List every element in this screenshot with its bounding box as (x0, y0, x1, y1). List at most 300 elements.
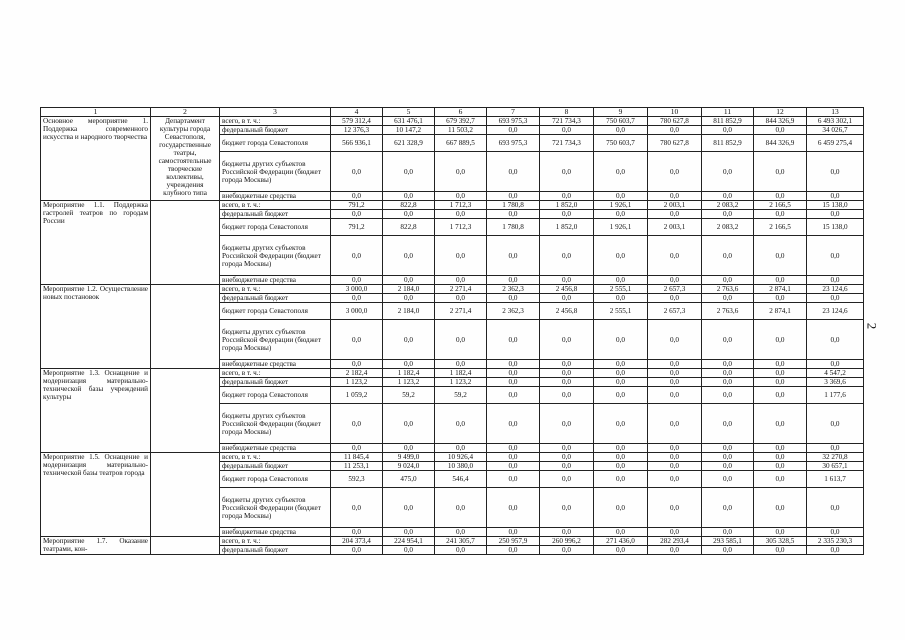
amount-cell: 0,0 (487, 453, 540, 462)
amount-cell: 0,0 (383, 404, 435, 444)
amount-cell: 2 874,1 (754, 303, 807, 320)
amount-cell: 0,0 (754, 320, 807, 360)
amount-cell: 822,8 (383, 219, 435, 236)
amount-cell: 0,0 (487, 192, 540, 201)
funding-source: бюджеты других субъектов Российской Федерации (бюджет города Москвы) (220, 152, 331, 192)
amount-cell: 0,0 (648, 387, 702, 404)
amount-cell: 1 852,0 (540, 219, 594, 236)
amount-cell: 2 271,4 (435, 303, 487, 320)
funding-source: федеральный бюджет (220, 546, 331, 555)
amount-cell: 11 845,4 (331, 453, 383, 462)
amount-cell: 0,0 (754, 444, 807, 453)
amount-cell: 0,0 (807, 210, 864, 219)
amount-cell: 0,0 (754, 528, 807, 537)
amount-cell: 811 852,9 (702, 135, 754, 152)
amount-cell: 0,0 (487, 294, 540, 303)
amount-cell: 0,0 (702, 453, 754, 462)
amount-cell: 0,0 (594, 404, 648, 444)
amount-cell: 32 270,8 (807, 453, 864, 462)
funding-source: бюджет города Севастополя (220, 135, 331, 152)
responsible-department (151, 453, 220, 537)
amount-cell: 1 780,8 (487, 201, 540, 210)
amount-cell: 0,0 (702, 444, 754, 453)
amount-cell: 0,0 (487, 276, 540, 285)
amount-cell: 0,0 (754, 462, 807, 471)
amount-cell: 2 184,0 (383, 303, 435, 320)
amount-cell: 780 627,8 (648, 135, 702, 152)
funding-source: бюджет города Севастополя (220, 387, 331, 404)
amount-cell: 0,0 (807, 404, 864, 444)
amount-cell: 0,0 (331, 236, 383, 276)
activity-title: Мероприятие 1.5. Оснащение и модернизация материально-технической базы театров города (41, 453, 151, 537)
amount-cell: 2 657,3 (648, 303, 702, 320)
amount-cell: 0,0 (807, 276, 864, 285)
table-row (41, 369, 864, 378)
amount-cell: 2 874,1 (754, 285, 807, 294)
amount-cell: 750 603,7 (594, 117, 648, 126)
funding-source: всего, в т. ч.: (220, 369, 331, 378)
amount-cell: 0,0 (754, 236, 807, 276)
amount-cell: 260 996,2 (540, 537, 594, 546)
funding-source: всего, в т. ч.: (220, 285, 331, 294)
amount-cell: 0,0 (594, 192, 648, 201)
amount-cell: 0,0 (487, 404, 540, 444)
amount-cell: 0,0 (383, 236, 435, 276)
funding-source: бюджет города Севастополя (220, 303, 331, 320)
amount-cell: 2 657,3 (648, 285, 702, 294)
activity-title: Мероприятие 1.3. Оснащение и модернизация материально-технической базы учреждений культуры (41, 369, 151, 453)
amount-cell: 0,0 (487, 369, 540, 378)
budget-table (40, 107, 864, 555)
responsible-department (151, 201, 220, 285)
amount-cell: 0,0 (648, 471, 702, 488)
amount-cell: 631 476,1 (383, 117, 435, 126)
amount-cell: 204 373,4 (331, 537, 383, 546)
funding-source: бюджет города Севастополя (220, 471, 331, 488)
amount-cell: 693 975,3 (487, 117, 540, 126)
amount-cell: 0,0 (702, 360, 754, 369)
amount-cell: 0,0 (540, 126, 594, 135)
amount-cell: 282 293,4 (648, 537, 702, 546)
funding-source: бюджеты других субъектов Российской Федерации (бюджет города Москвы) (220, 404, 331, 444)
amount-cell: 34 026,7 (807, 126, 864, 135)
amount-cell: 4 547,2 (807, 369, 864, 378)
amount-cell: 0,0 (807, 320, 864, 360)
amount-cell: 0,0 (594, 320, 648, 360)
amount-cell: 2 083,2 (702, 219, 754, 236)
funding-source: федеральный бюджет (220, 126, 331, 135)
amount-cell: 0,0 (540, 471, 594, 488)
amount-cell: 0,0 (435, 210, 487, 219)
responsible-department (151, 369, 220, 453)
amount-cell: 791,2 (331, 201, 383, 210)
amount-cell: 0,0 (487, 387, 540, 404)
amount-cell: 0,0 (435, 276, 487, 285)
amount-cell: 0,0 (594, 462, 648, 471)
amount-cell: 0,0 (648, 360, 702, 369)
amount-cell: 0,0 (594, 276, 648, 285)
amount-cell: 2 271,4 (435, 285, 487, 294)
funding-source: федеральный бюджет (220, 378, 331, 387)
amount-cell: 0,0 (702, 404, 754, 444)
amount-cell: 0,0 (754, 360, 807, 369)
amount-cell: 1 177,6 (807, 387, 864, 404)
funding-source: всего, в т. ч.: (220, 117, 331, 126)
amount-cell: 0,0 (807, 528, 864, 537)
amount-cell: 224 954,1 (383, 537, 435, 546)
amount-cell: 2 166,5 (754, 201, 807, 210)
amount-cell: 23 124,6 (807, 285, 864, 294)
amount-cell: 0,0 (702, 276, 754, 285)
amount-cell: 0,0 (331, 276, 383, 285)
amount-cell: 0,0 (331, 528, 383, 537)
amount-cell: 0,0 (383, 320, 435, 360)
amount-cell: 0,0 (331, 320, 383, 360)
amount-cell: 0,0 (594, 236, 648, 276)
amount-cell: 0,0 (648, 444, 702, 453)
amount-cell: 1 613,7 (807, 471, 864, 488)
amount-cell: 0,0 (702, 320, 754, 360)
amount-cell: 0,0 (702, 210, 754, 219)
amount-cell: 0,0 (540, 192, 594, 201)
amount-cell: 0,0 (540, 462, 594, 471)
amount-cell: 679 392,7 (435, 117, 487, 126)
amount-cell: 0,0 (540, 276, 594, 285)
amount-cell: 0,0 (331, 404, 383, 444)
amount-cell: 1 926,1 (594, 201, 648, 210)
amount-cell: 0,0 (487, 210, 540, 219)
amount-cell: 0,0 (648, 488, 702, 528)
funding-source: всего, в т. ч.: (220, 453, 331, 462)
amount-cell: 0,0 (383, 528, 435, 537)
amount-cell: 1 123,2 (383, 378, 435, 387)
amount-cell: 0,0 (648, 528, 702, 537)
funding-source: всего, в т. ч.: (220, 201, 331, 210)
amount-cell: 0,0 (435, 546, 487, 555)
amount-cell: 0,0 (487, 471, 540, 488)
amount-cell: 0,0 (435, 152, 487, 192)
amount-cell: 2 763,6 (702, 285, 754, 294)
amount-cell: 0,0 (754, 387, 807, 404)
amount-cell: 822,8 (383, 201, 435, 210)
funding-source: бюджеты других субъектов Российской Федерации (бюджет города Москвы) (220, 320, 331, 360)
amount-cell: 1 182,4 (383, 369, 435, 378)
amount-cell: 0,0 (594, 546, 648, 555)
amount-cell: 1 712,3 (435, 201, 487, 210)
amount-cell: 0,0 (594, 471, 648, 488)
amount-cell: 305 328,5 (754, 537, 807, 546)
amount-cell: 0,0 (383, 546, 435, 555)
amount-cell: 0,0 (540, 320, 594, 360)
amount-cell: 0,0 (540, 404, 594, 444)
activity-title: Мероприятие 1.2. Осуществление новых постановок (41, 285, 151, 369)
funding-source: бюджет города Севастополя (220, 219, 331, 236)
amount-cell: 0,0 (754, 546, 807, 555)
amount-cell: 2 003,1 (648, 219, 702, 236)
amount-cell: 0,0 (754, 488, 807, 528)
amount-cell: 0,0 (702, 387, 754, 404)
amount-cell: 0,0 (754, 294, 807, 303)
amount-cell: 0,0 (487, 320, 540, 360)
amount-cell: 844 326,9 (754, 117, 807, 126)
amount-cell: 0,0 (594, 360, 648, 369)
amount-cell: 0,0 (383, 488, 435, 528)
responsible-department (151, 285, 220, 369)
amount-cell: 0,0 (435, 488, 487, 528)
amount-cell: 0,0 (754, 369, 807, 378)
funding-source: внебюджетные средства (220, 276, 331, 285)
column-header: 2 (151, 108, 220, 117)
amount-cell: 15 138,0 (807, 219, 864, 236)
amount-cell: 0,0 (594, 210, 648, 219)
column-header: 3 (220, 108, 331, 117)
table-row (41, 537, 864, 546)
amount-cell: 1 059,2 (331, 387, 383, 404)
amount-cell: 10 926,4 (435, 453, 487, 462)
activity-title: Мероприятие 1.1. Поддержка гастролей театров по городам России (41, 201, 151, 285)
amount-cell: 0,0 (383, 294, 435, 303)
amount-cell: 0,0 (540, 488, 594, 528)
amount-cell: 0,0 (807, 444, 864, 453)
amount-cell: 10 380,0 (435, 462, 487, 471)
amount-cell: 0,0 (648, 369, 702, 378)
table-row (41, 117, 864, 126)
funding-source: федеральный бюджет (220, 210, 331, 219)
amount-cell: 0,0 (648, 126, 702, 135)
amount-cell: 30 657,1 (807, 462, 864, 471)
amount-cell: 0,0 (331, 294, 383, 303)
amount-cell: 1 123,2 (435, 378, 487, 387)
amount-cell: 0,0 (702, 192, 754, 201)
amount-cell: 241 305,7 (435, 537, 487, 546)
column-header: 12 (754, 108, 807, 117)
amount-cell: 250 957,9 (487, 537, 540, 546)
amount-cell: 0,0 (648, 320, 702, 360)
amount-cell: 0,0 (435, 444, 487, 453)
amount-cell: 11 503,2 (435, 126, 487, 135)
column-header: 1 (41, 108, 151, 117)
amount-cell: 0,0 (754, 471, 807, 488)
amount-cell: 0,0 (594, 528, 648, 537)
amount-cell: 2 362,3 (487, 285, 540, 294)
amount-cell: 2 763,6 (702, 303, 754, 320)
amount-cell: 791,2 (331, 219, 383, 236)
amount-cell: 0,0 (435, 320, 487, 360)
amount-cell: 0,0 (487, 444, 540, 453)
column-header: 7 (487, 108, 540, 117)
funding-source: внебюджетные средства (220, 360, 331, 369)
amount-cell: 2 555,1 (594, 303, 648, 320)
amount-cell: 11 253,1 (331, 462, 383, 471)
amount-cell: 2 003,1 (648, 201, 702, 210)
amount-cell: 0,0 (331, 444, 383, 453)
amount-cell: 0,0 (383, 210, 435, 219)
amount-cell: 2 335 230,3 (807, 537, 864, 546)
amount-cell: 721 734,3 (540, 135, 594, 152)
amount-cell: 2 456,8 (540, 303, 594, 320)
amount-cell: 0,0 (702, 488, 754, 528)
amount-cell: 0,0 (487, 360, 540, 369)
amount-cell: 6 493 302,1 (807, 117, 864, 126)
amount-cell: 0,0 (594, 444, 648, 453)
amount-cell: 0,0 (648, 462, 702, 471)
amount-cell: 0,0 (487, 462, 540, 471)
amount-cell: 546,4 (435, 471, 487, 488)
amount-cell: 0,0 (807, 488, 864, 528)
amount-cell: 0,0 (754, 404, 807, 444)
amount-cell: 0,0 (702, 378, 754, 387)
amount-cell: 0,0 (540, 453, 594, 462)
amount-cell: 0,0 (487, 378, 540, 387)
funding-source: бюджеты других субъектов Российской Федерации (бюджет города Москвы) (220, 488, 331, 528)
funding-source: всего, в т. ч.: (220, 537, 331, 546)
amount-cell: 0,0 (807, 360, 864, 369)
amount-cell: 0,0 (487, 152, 540, 192)
amount-cell: 0,0 (648, 546, 702, 555)
amount-cell: 2 362,3 (487, 303, 540, 320)
amount-cell: 0,0 (383, 152, 435, 192)
funding-source: федеральный бюджет (220, 462, 331, 471)
amount-cell: 0,0 (540, 369, 594, 378)
amount-cell: 1 182,4 (435, 369, 487, 378)
amount-cell: 0,0 (807, 152, 864, 192)
amount-cell: 0,0 (702, 152, 754, 192)
amount-cell: 9 024,0 (383, 462, 435, 471)
amount-cell: 1 123,2 (331, 378, 383, 387)
amount-cell: 0,0 (383, 444, 435, 453)
amount-cell: 0,0 (754, 453, 807, 462)
amount-cell: 0,0 (331, 210, 383, 219)
header-row (41, 108, 864, 117)
column-header: 11 (702, 108, 754, 117)
amount-cell: 0,0 (702, 126, 754, 135)
amount-cell: 2 083,2 (702, 201, 754, 210)
amount-cell: 59,2 (435, 387, 487, 404)
amount-cell: 0,0 (702, 236, 754, 276)
amount-cell: 844 326,9 (754, 135, 807, 152)
table-row (41, 285, 864, 294)
amount-cell: 579 312,4 (331, 117, 383, 126)
amount-cell: 1 926,1 (594, 219, 648, 236)
funding-source: внебюджетные средства (220, 528, 331, 537)
amount-cell: 0,0 (648, 210, 702, 219)
amount-cell: 811 852,9 (702, 117, 754, 126)
amount-cell: 10 147,2 (383, 126, 435, 135)
amount-cell: 1 852,0 (540, 201, 594, 210)
amount-cell: 0,0 (540, 528, 594, 537)
amount-cell: 271 436,0 (594, 537, 648, 546)
amount-cell: 667 889,5 (435, 135, 487, 152)
amount-cell: 2 456,8 (540, 285, 594, 294)
page-number: 2 (864, 322, 880, 330)
column-header: 6 (435, 108, 487, 117)
amount-cell: 0,0 (487, 488, 540, 528)
column-header: 9 (594, 108, 648, 117)
amount-cell: 0,0 (594, 369, 648, 378)
amount-cell: 0,0 (754, 192, 807, 201)
amount-cell: 0,0 (702, 528, 754, 537)
amount-cell: 0,0 (435, 404, 487, 444)
amount-cell: 23 124,6 (807, 303, 864, 320)
amount-cell: 0,0 (540, 294, 594, 303)
amount-cell: 3 369,6 (807, 378, 864, 387)
amount-cell: 621 328,9 (383, 135, 435, 152)
amount-cell: 0,0 (435, 236, 487, 276)
amount-cell: 0,0 (754, 378, 807, 387)
amount-cell: 2 182,4 (331, 369, 383, 378)
funding-source: внебюджетные средства (220, 192, 331, 201)
amount-cell: 0,0 (702, 471, 754, 488)
column-header: 13 (807, 108, 864, 117)
column-header: 8 (540, 108, 594, 117)
activity-title: Мероприятие 1.7. Оказание театрами, кон- (41, 537, 151, 555)
responsible-department (151, 537, 220, 555)
amount-cell: 750 603,7 (594, 135, 648, 152)
amount-cell: 0,0 (383, 276, 435, 285)
amount-cell: 0,0 (648, 453, 702, 462)
amount-cell: 59,2 (383, 387, 435, 404)
amount-cell: 780 627,8 (648, 117, 702, 126)
amount-cell: 0,0 (594, 126, 648, 135)
amount-cell: 0,0 (702, 369, 754, 378)
amount-cell: 0,0 (331, 546, 383, 555)
amount-cell: 0,0 (487, 126, 540, 135)
amount-cell: 693 975,3 (487, 135, 540, 152)
amount-cell: 0,0 (648, 152, 702, 192)
amount-cell: 721 734,3 (540, 117, 594, 126)
column-header: 10 (648, 108, 702, 117)
amount-cell: 0,0 (702, 546, 754, 555)
amount-cell: 0,0 (594, 387, 648, 404)
amount-cell: 0,0 (487, 546, 540, 555)
amount-cell: 0,0 (383, 360, 435, 369)
amount-cell: 0,0 (331, 152, 383, 192)
amount-cell: 0,0 (594, 294, 648, 303)
amount-cell: 0,0 (594, 453, 648, 462)
column-header: 5 (383, 108, 435, 117)
amount-cell: 2 166,5 (754, 219, 807, 236)
amount-cell: 3 000,0 (331, 303, 383, 320)
amount-cell: 0,0 (594, 152, 648, 192)
amount-cell: 0,0 (807, 236, 864, 276)
amount-cell: 1 780,8 (487, 219, 540, 236)
amount-cell: 0,0 (540, 378, 594, 387)
amount-cell: 592,3 (331, 471, 383, 488)
amount-cell: 0,0 (540, 152, 594, 192)
amount-cell: 0,0 (807, 294, 864, 303)
amount-cell: 1 712,3 (435, 219, 487, 236)
funding-source: внебюджетные средства (220, 444, 331, 453)
amount-cell: 0,0 (487, 528, 540, 537)
amount-cell: 0,0 (331, 488, 383, 528)
amount-cell: 12 376,3 (331, 126, 383, 135)
amount-cell: 2 555,1 (594, 285, 648, 294)
amount-cell: 0,0 (540, 360, 594, 369)
amount-cell: 0,0 (487, 236, 540, 276)
amount-cell: 0,0 (648, 276, 702, 285)
amount-cell: 15 138,0 (807, 201, 864, 210)
amount-cell: 293 585,1 (702, 537, 754, 546)
table-row (41, 201, 864, 210)
amount-cell: 0,0 (435, 528, 487, 537)
amount-cell: 566 936,1 (331, 135, 383, 152)
amount-cell: 9 499,0 (383, 453, 435, 462)
amount-cell: 0,0 (594, 488, 648, 528)
amount-cell: 0,0 (807, 192, 864, 201)
amount-cell: 0,0 (807, 546, 864, 555)
amount-cell: 0,0 (435, 192, 487, 201)
amount-cell: 0,0 (754, 210, 807, 219)
